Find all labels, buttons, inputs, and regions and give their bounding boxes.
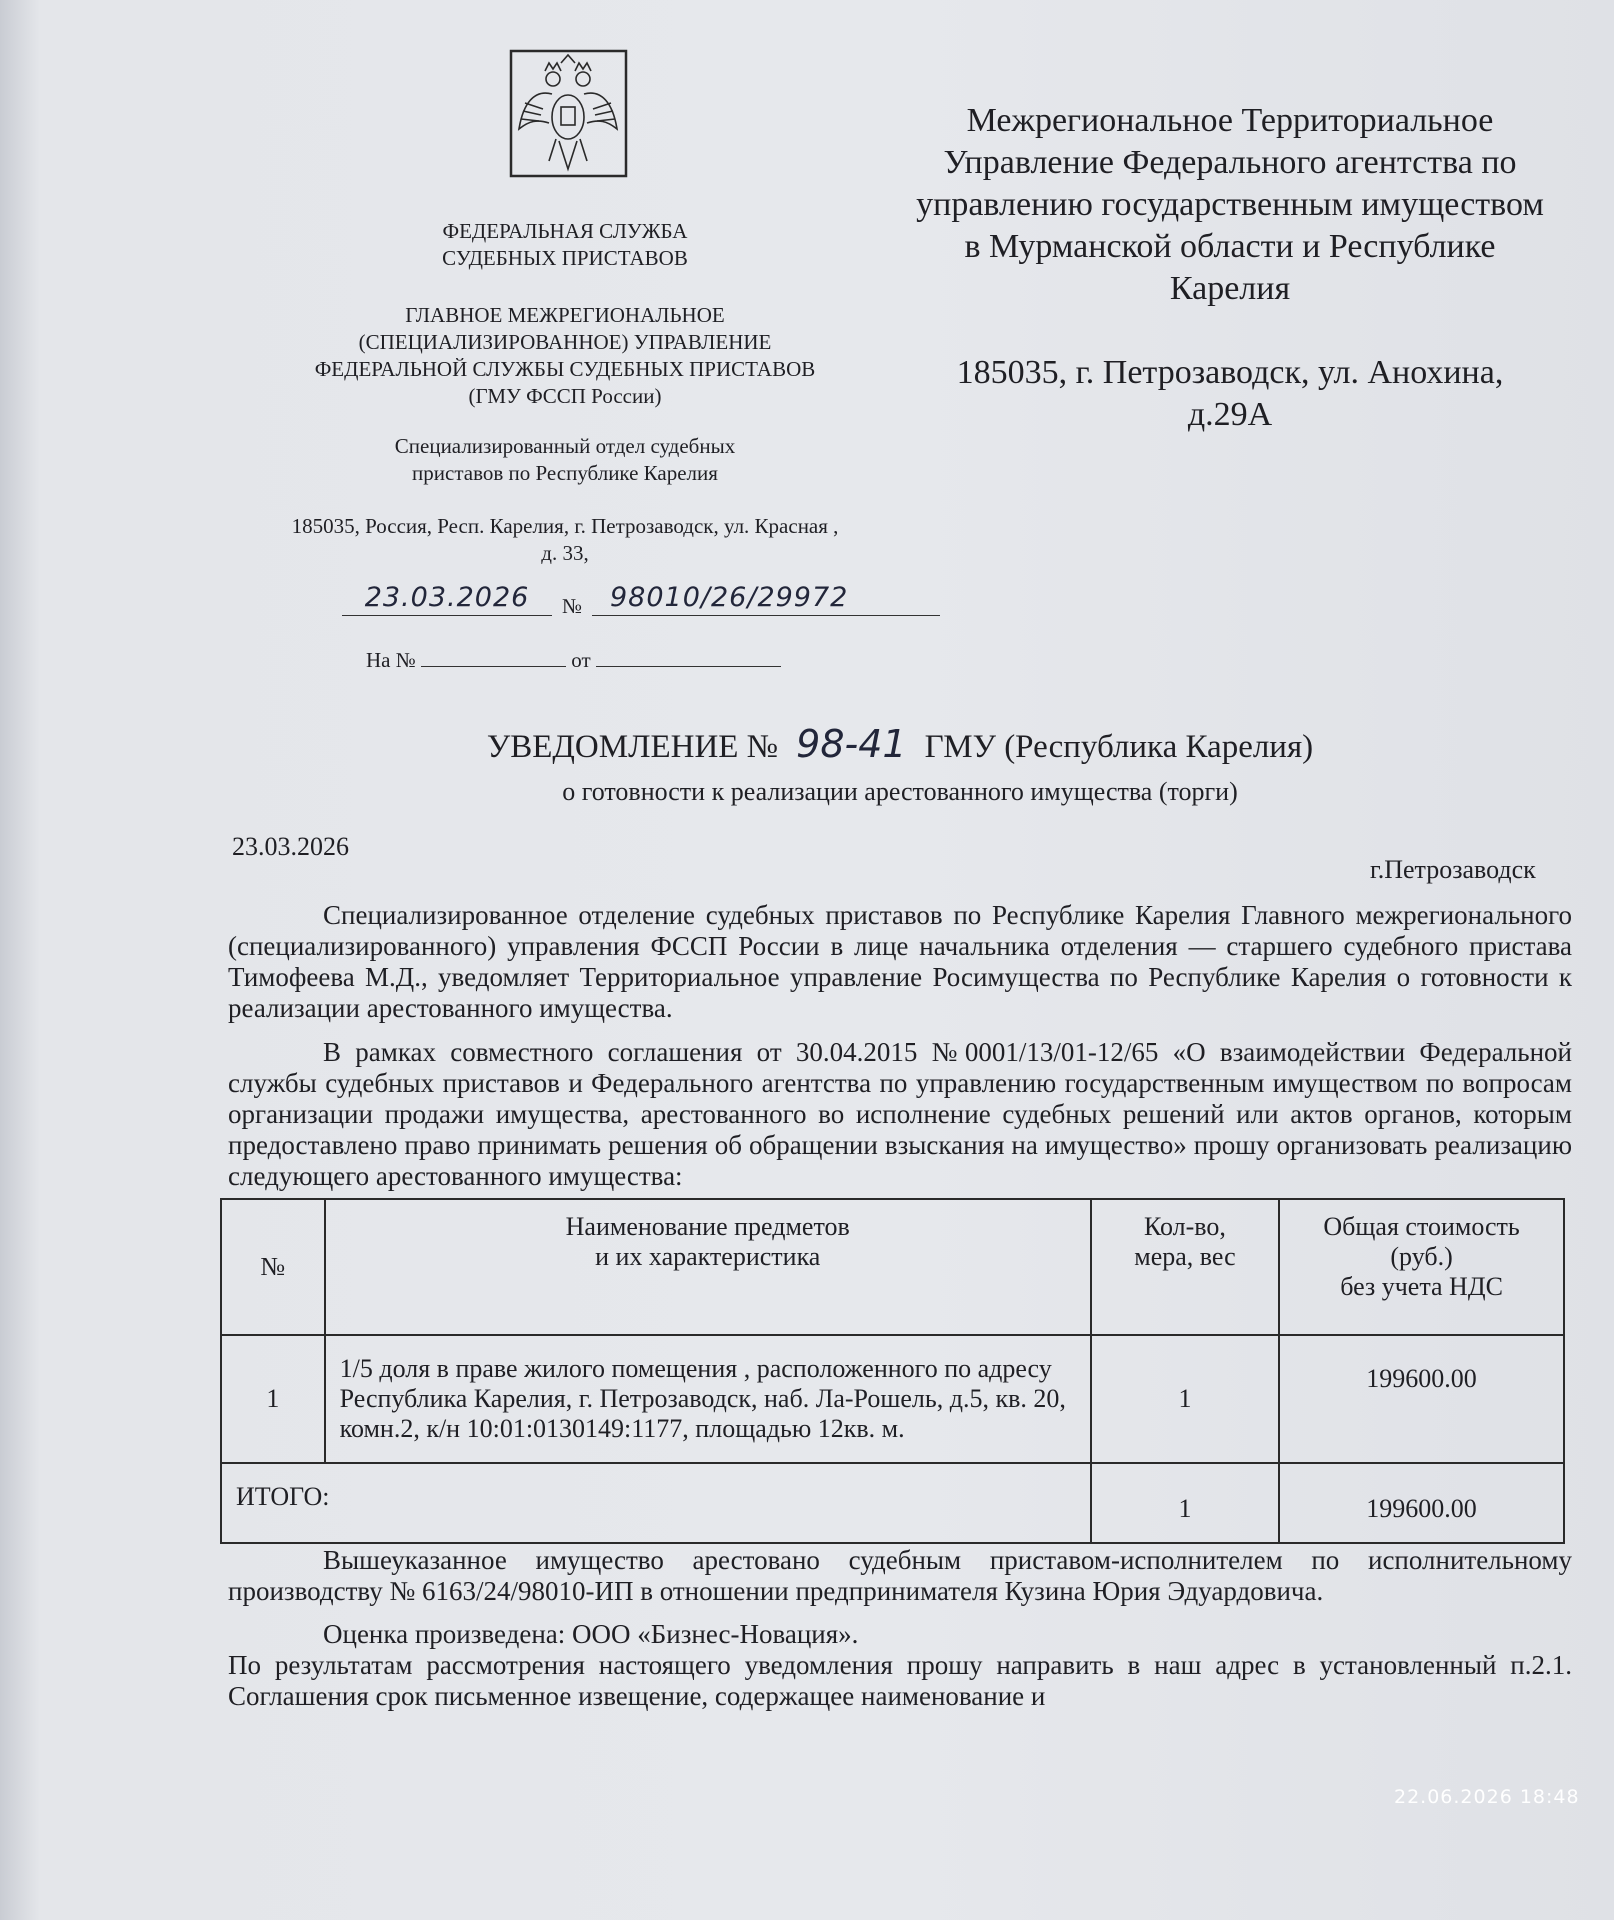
header-qty [1091,1199,1279,1335]
department-name [250,302,880,410]
reference-number-blank [421,648,566,667]
sender-address-line: д. 33, [541,541,589,565]
reference-date-label: от [571,648,591,672]
department-line: ГЛАВНОЕ МЕЖРЕГИОНАЛЬНОЕ [405,303,725,327]
header-sum [1279,1199,1564,1335]
total-sum: 199600.00 [1279,1463,1564,1543]
header-sum-line: (руб.) [1390,1242,1453,1271]
header-name [325,1199,1091,1335]
paragraph-agreement-text: В рамках совместного соглашения от 30.04.2015 №0001/13/01-12/65 «О взаимодействии Федеральной службы судебных приставов и Федерального агентства по управлению государственным имуществом по вопросам организации продажи имущества, арестованного во исполнение судебных решений или актов органов, которым предоставлено право принимать решения об обращении взыскания на имущество» прошу организовать реализацию следующего арестованного имущества: [228,1037,1572,1191]
notice-number: 98-41 [796,722,907,766]
outgoing-number: 98010/26/29972 [592,582,940,616]
unit-line: приставов по Республике Карелия [412,461,718,485]
recipient-address-line: д.29А [1187,396,1273,433]
row-sum: 199600.00 [1279,1335,1564,1463]
outgoing-number-label: № [562,594,583,618]
table-header-row [221,1199,1564,1335]
paragraph-request: По результатам рассмотрения настоящего уведомления прошу направить в наш адрес в установленный п.2.1. Соглашения срок письменное извещение, содержащее наименование и [228,1650,1572,1711]
paragraph-intro [228,900,1572,1024]
agency-line: ФЕДЕРАЛЬНАЯ СЛУЖБА [442,219,688,243]
document-subtitle: о готовности к реализации арестованного имущества (торги) [562,777,1238,806]
department-line: (ГМУ ФССП России) [468,384,662,408]
document-city: г.Петрозаводск [1370,855,1536,884]
header-name-line: Наименование предметов [565,1212,850,1241]
reference-number-label: На № [366,648,416,672]
table-row [221,1335,1564,1463]
unit-name [330,433,800,487]
paragraph-valuation-text: Оценка произведена: ООО «Бизнес-Новация». [323,1619,859,1649]
row-no: 1 [221,1335,325,1463]
document-title [300,722,1500,766]
total-label: ИТОГО: [221,1463,1091,1543]
department-line: (СПЕЦИАЛИЗИРОВАННОЕ) УПРАВЛЕНИЕ [358,330,772,354]
department-line: ФЕДЕРАЛЬНОЙ СЛУЖБЫ СУДЕБНЫХ ПРИСТАВОВ [314,357,816,381]
sender-address-line: 185035, Россия, Респ. Карелия, г. Петрозаводск, ул. Красная , [291,514,839,538]
recipient-line: управлению государственным имуществом [916,186,1544,223]
recipient-line: в Мурманской области и Республике [964,228,1496,265]
photo-timestamp: 22.06.2026 18:48 [1394,1786,1580,1808]
agency-line: СУДЕБНЫХ ПРИСТАВОВ [442,246,688,270]
recipient-block [880,100,1580,310]
header-name-line: и их характеристика [595,1242,821,1271]
document-date: 23.03.2026 [232,832,349,861]
paragraph-arrest [228,1545,1572,1607]
total-qty: 1 [1091,1463,1279,1543]
recipient-line: Управление Федерального агентства по [943,144,1517,181]
header-qty-line: мера, вес [1134,1242,1236,1271]
agency-name [330,218,800,272]
title-prefix: УВЕДОМЛЕНИЕ № [486,729,779,765]
reference-line [366,648,781,673]
row-qty: 1 [1091,1335,1279,1463]
property-table [220,1198,1565,1544]
sender-address [230,513,900,567]
header-no: № [221,1199,325,1335]
header-qty-line: Кол-во, [1143,1212,1226,1241]
paragraph-valuation [228,1619,1572,1650]
recipient-address [880,352,1580,436]
reference-date-blank [596,648,781,667]
table-total-row [221,1463,1564,1543]
recipient-address-line: 185035, г. Петрозаводск, ул. Анохина, [956,354,1504,391]
unit-line: Специализированный отдел судебных [394,434,736,458]
coat-of-arms-emblem [509,49,628,178]
title-suffix: ГМУ (Республика Карелия) [924,729,1314,765]
paragraph-intro-text: Специализированное отделение судебных приставов по Республике Карелия Главного межрегионального (специализированного) управления ФССП России в лице начальника отделения — старшего судебного пристава Тимофеева М.Д., уведомляет Территориальное управление Росимущества по Республике Карелия о готовности к реализации арестованного имущества. [228,900,1572,1023]
recipient-line: Карелия [1169,270,1291,307]
header-sum-line: без учета НДС [1340,1272,1503,1301]
recipient-line: Межрегиональное Территориальное [966,102,1494,139]
paragraph-agreement [228,1037,1572,1192]
header-sum-line: Общая стоимость [1323,1212,1520,1241]
outgoing-date: 23.03.2026 [342,582,552,616]
paragraph-arrest-text: Вышеуказанное имущество арестовано судебным приставом-исполнителем по исполнительному производству № 6163/24/98010-ИП в отношении предпринимателя Кузина Юрия Эдуардовича. [228,1545,1572,1606]
row-name: 1/5 доля в праве жилого помещения , расположенного по адресу Республика Карелия, г. Петрозаводск, наб. Ла-Рошель, д.5, кв. 20, комн.2, к/н 10:01:0130149:1177, площадью 12кв. м. [325,1335,1091,1463]
